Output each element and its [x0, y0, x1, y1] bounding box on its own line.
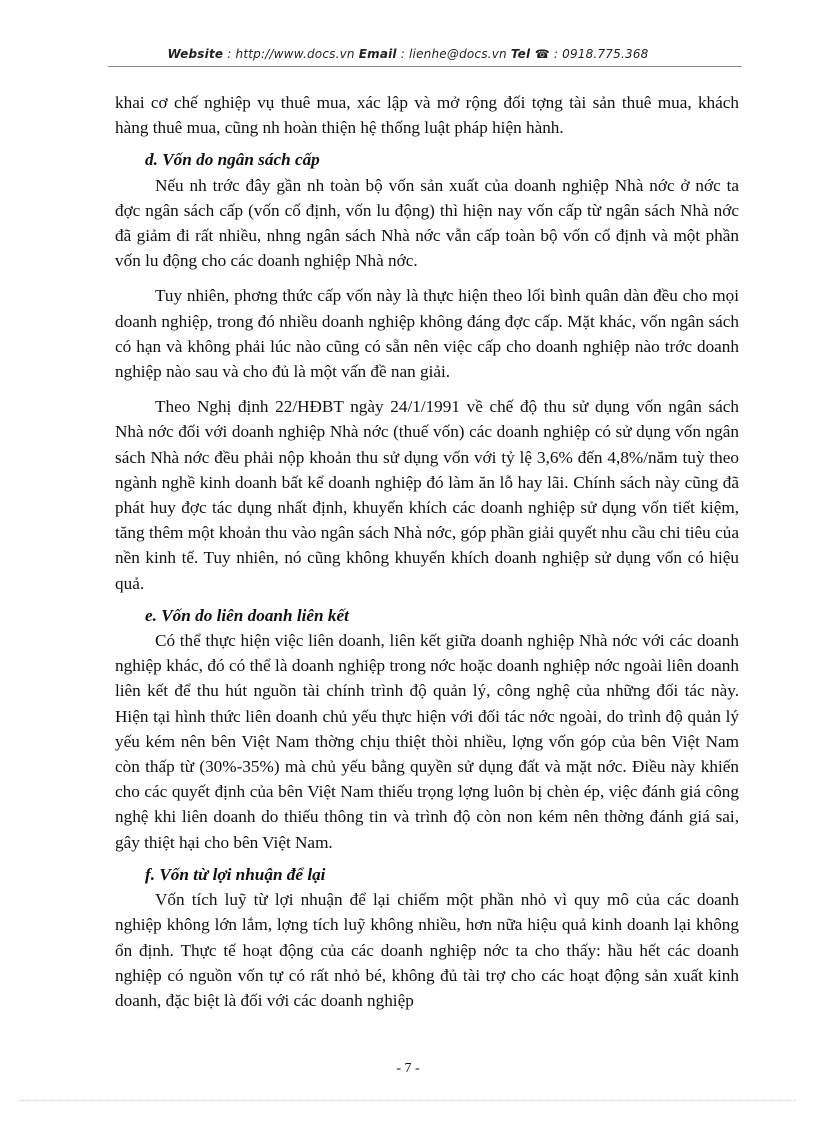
paragraph-budget-2: Tuy nhiên, phơng thức cấp vốn này là thực hiện theo lối bình quân dàn đều cho mọi doanh nghiệp, trong đó nhiều doanh nghiệp không đáng đợc cấp. Mặt khác, vốn ngân sách có hạn và không phải lúc nào cũng có sẵn nên việc cấp cho doanh nghiệp nào trớc doanh nghiệp nào sau và cho đủ là một vấn đề nan giải. [115, 286, 739, 382]
heading-f-retained-profit: f. Vốn từ lợi nhuận để lại [145, 864, 326, 884]
paragraph-continued: khai cơ chế nghiệp vụ thuê mua, xác lập và mở rộng đối tợng tài sản thuê mua, khách hàng thuê mua, cũng nh hoàn thiện hệ thống luật pháp hiện hành. [115, 93, 739, 138]
heading-d-state-budget: d. Vốn do ngân sách cấp [145, 150, 320, 170]
document-body [115, 90, 739, 1013]
website-label: Website [167, 47, 224, 61]
header-divider [108, 66, 742, 67]
tel-value: : 0918.775.368 [553, 47, 649, 61]
paragraph-budget-3: Theo Nghị định 22/HĐBT ngày 24/1/1991 về chế độ thu sử dụng vốn ngân sách Nhà nớc đối với doanh nghiệp Nhà nớc (thuế vốn) các doanh nghiệp có sử dụng vốn ngân sách Nhà nớc đều phải nộp khoản thu sử dụng vốn với tỷ lệ 3,6% đến 4,8%/năm tuỳ theo ngành nghề kinh doanh bất kể doanh nghiệp đó làm ăn lỗ hay lãi. Chính sách này cũng đã phát huy đợc tác dụng nhất định, khuyến khích các doanh nghiệp sử dụng vốn tiết kiệm, tăng thêm một khoản thu vào ngân sách Nhà nớc, góp phần giải quyết nhu cầu chi tiêu của nền kinh tế. Tuy nhiên, nó cũng không khuyến khích doanh nghiệp sử dụng vốn có hiệu quả. [115, 397, 739, 593]
tel-label: Tel ☎ [510, 47, 550, 61]
paragraph-retained-profit: Vốn tích luỹ từ lợi nhuận để lại chiếm một phần nhỏ vì quy mô của các doanh nghiệp không lớn lắm, lợng tích luỹ không nhiều, hơn nữa hiệu quả kinh doanh lại không ổn định. Thực tế hoạt động của các doanh nghiệp nớc ta cho thấy: hầu hết các doanh nghiệp có nguồn vốn tự có rất nhỏ bé, không đủ tài trợ cho các hoạt động sản xuất kinh doanh, đặc biệt là đối với các doanh nghiệp [115, 890, 739, 1010]
heading-e-joint-venture: e. Vốn do liên doanh liên kết [145, 605, 349, 625]
email-value: : lienhe@docs.vn [400, 47, 507, 61]
page-bottom-divider [20, 1100, 796, 1101]
page-header [0, 47, 816, 61]
paragraph-budget-1: Nếu nh trớc đây gần nh toàn bộ vốn sản xuất của doanh nghiệp Nhà nớc ở nớc ta đợc ngân sách cấp (vốn cố định, vốn lu động) thì hiện nay vốn cấp từ ngân sách Nhà nớc đã giảm đi rất nhiều, nhng ngân sách Nhà nớc vẫn cấp toàn bộ vốn cố định và một phần vốn lu động cho các doanh nghiệp Nhà nớc. [115, 175, 739, 271]
website-value: : http://www.docs.vn [227, 47, 355, 61]
email-label: Email [358, 47, 397, 61]
paragraph-joint-venture: Có thể thực hiện việc liên doanh, liên kết giữa doanh nghiệp Nhà nớc với các doanh nghiệp khác, đó có thể là doanh nghiệp trong nớc hoặc doanh nghiệp nớc ngoài liên doanh liên kết để thu hút nguồn tài chính trình độ quản lý, công nghệ của những đối tác này. Hiện tại hình thức liên doanh chủ yếu thực hiện với đối tác nớc ngoài, do trình độ quản lý yếu kém nên bên Việt Nam thờng chịu thiệt thòi nhiều, lợng vốn góp của bên Việt Nam còn thấp từ (30%-35%) mà chủ yếu bằng quyền sử dụng đất và mặt nớc. Điều này khiến cho các quyết định của bên Việt Nam thiếu trọng lợng luôn bị chèn ép, việc đánh giá công nghệ khi liên doanh do thiếu thông tin và trình độ còn non kém nên thờng đánh giá sai, gây thiệt hại cho bên Việt Nam. [115, 631, 739, 852]
page-number: - 7 - [396, 1061, 420, 1076]
